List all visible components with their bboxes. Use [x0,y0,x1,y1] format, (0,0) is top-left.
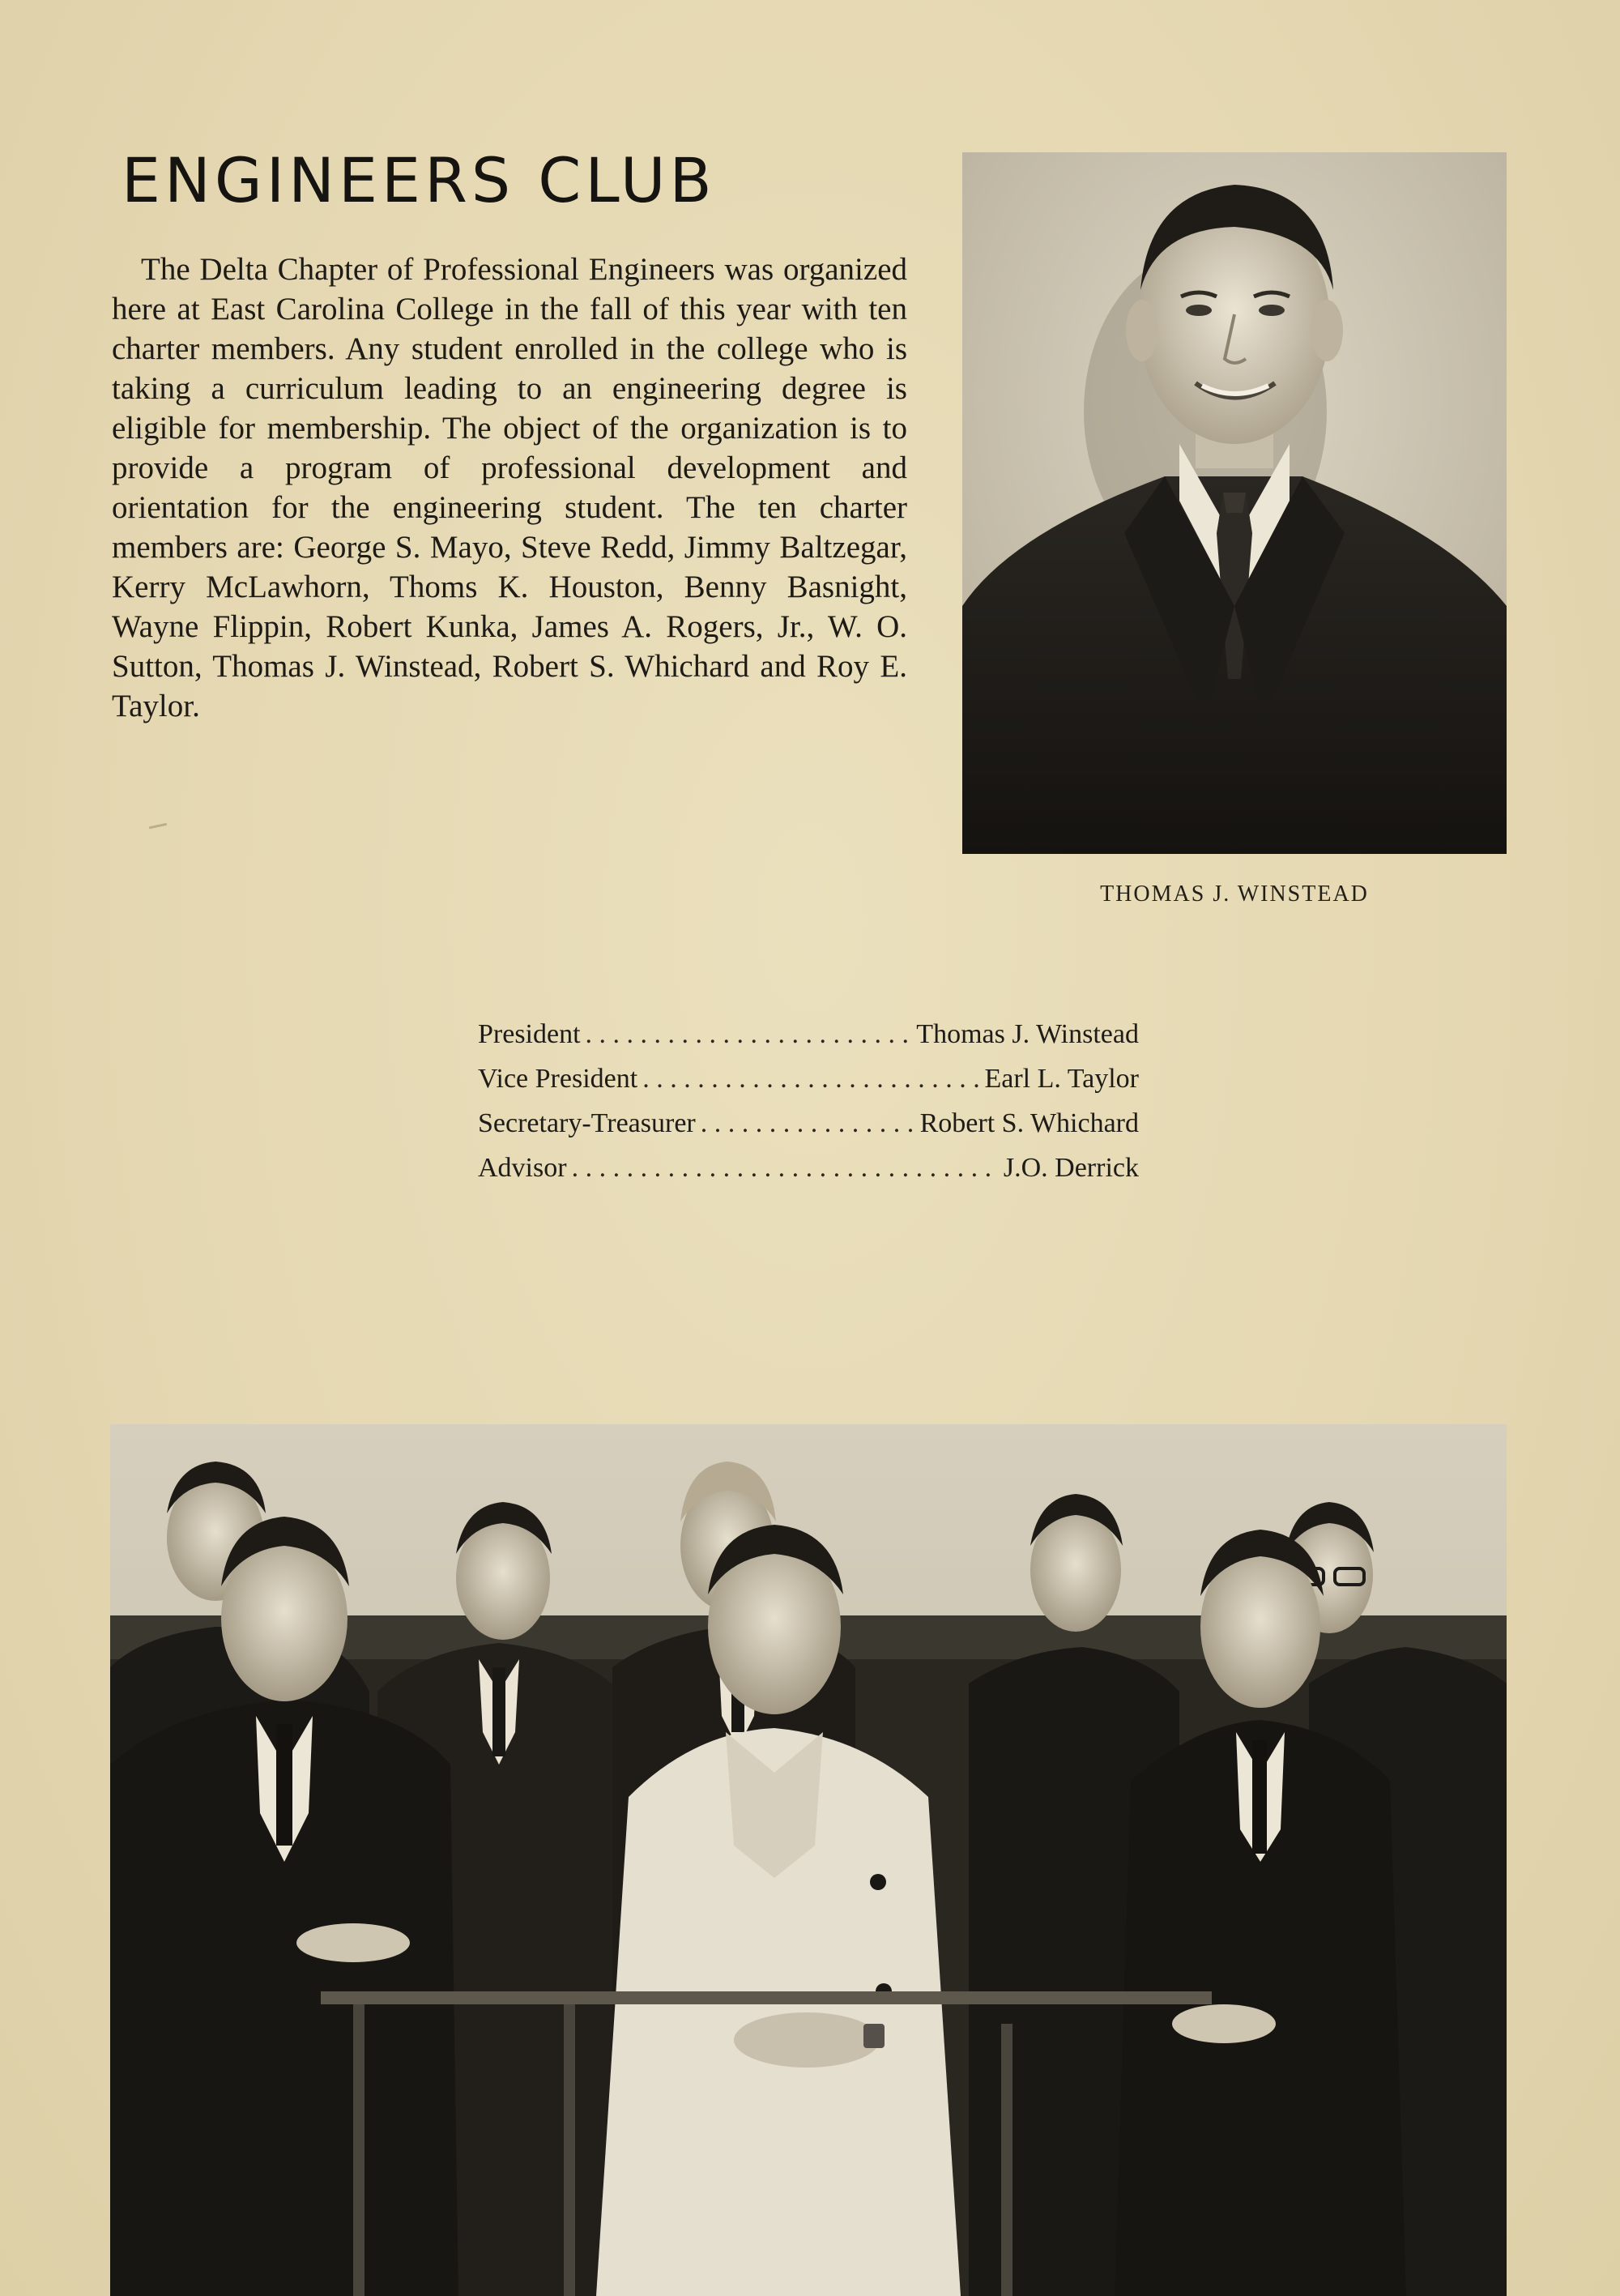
page-title: ENGINEERS CLUB [122,144,716,216]
portrait-caption: THOMAS J. WINSTEAD [1100,881,1369,907]
officer-name: Robert S. Whichard [919,1108,1139,1138]
officer-row [478,1108,1139,1153]
portrait-photo [962,152,1507,854]
officer-name: J.O. Derrick [1003,1153,1139,1183]
leader-dots [701,1108,915,1139]
officer-row [478,1019,1139,1064]
group-photo-illustration [110,1424,1507,2296]
group-photo [110,1424,1507,2296]
officer-role: Vice President [478,1064,638,1094]
officer-role: Advisor [478,1153,567,1183]
portrait-illustration [962,152,1507,854]
officer-name: Earl L. Taylor [984,1064,1139,1094]
officer-role: President [478,1019,581,1049]
leader-dots [572,1153,999,1184]
leader-dots [642,1064,979,1095]
club-description: The Delta Chapter of Professional Engineers was organized here at East Carolina College in the fall of this year with ten charter members. Any student enrolled in the college who is taking a curriculum leading to an engineering degree is eligible for membership. The object of the organization is to provide a program of professional development and orientation for the engineering student. The ten charter members are: George S. Mayo, Steve Redd, Jimmy Baltzegar, Kerry McLawhorn, Thoms K. Houston, Benny Basnight, Wayne Flippin, Robert Kunka, James A. Rogers, Jr., W. O. Sutton, Thomas J. Winstead, Robert S. Whichard and Roy E. Taylor. [112,252,907,723]
officer-name: Thomas J. Winstead [916,1019,1139,1049]
officer-row [478,1153,1139,1197]
officer-role: Secretary-Treasurer [478,1108,696,1138]
leader-dots [586,1019,912,1050]
print-speck [149,823,167,830]
officer-row [478,1064,1139,1108]
officers-list [478,1019,1139,1197]
front-row-figures [110,1517,1406,2296]
